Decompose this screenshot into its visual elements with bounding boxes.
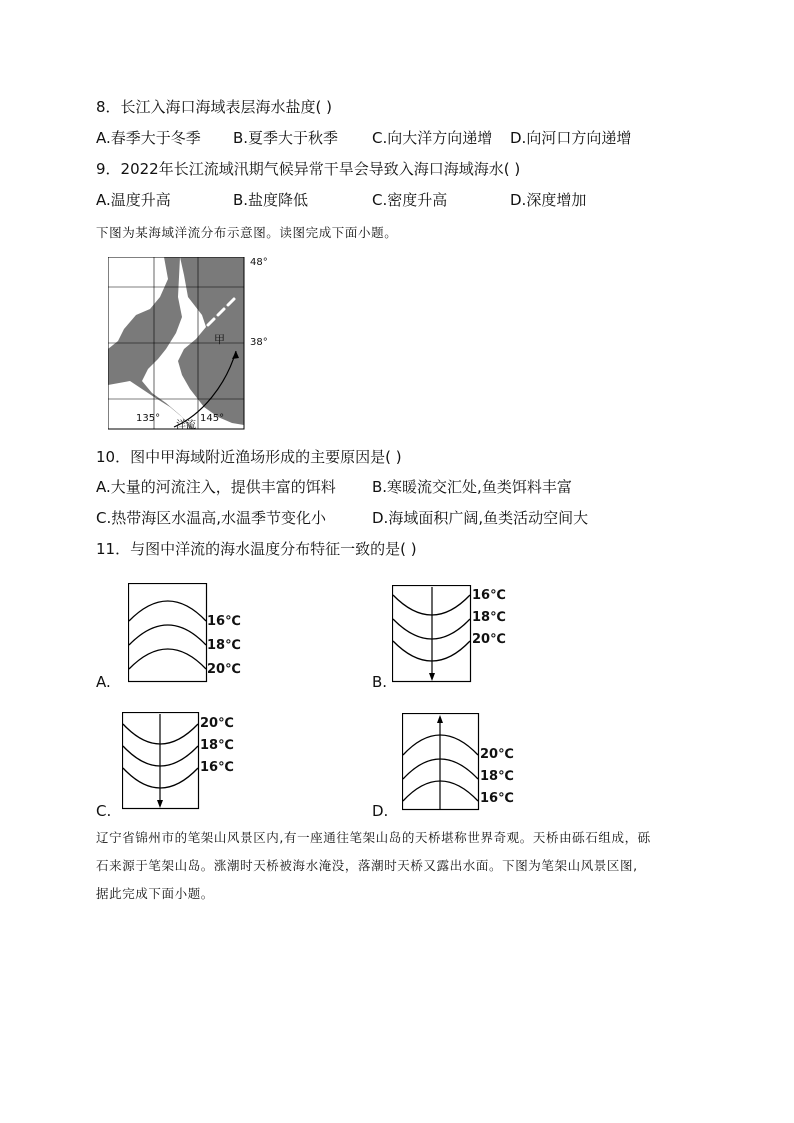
lon-135-label: 135° — [136, 413, 161, 424]
temperature-chart-c — [122, 712, 242, 812]
chart-d-temp-1: 20℃ — [480, 747, 514, 762]
q11-stem: 11．与图中洋流的海水温度分布特征一致的是( ) — [96, 540, 417, 558]
q10-option-c: C.热带海区水温高,水温季节变化小 — [96, 509, 327, 527]
q10-option-a: A.大量的河流注入，提供丰富的饵料 — [96, 478, 336, 496]
chart-b-temp-1: 16℃ — [472, 588, 506, 603]
current-label: 洋流 — [176, 420, 196, 431]
q11-option-d-label: D. — [372, 802, 389, 820]
point-jia-label: 甲 — [214, 333, 225, 346]
q8-option-b: B.夏季大于秋季 — [233, 129, 339, 147]
chart-a-temp-3: 20℃ — [207, 662, 241, 677]
q11-option-b-label: B. — [372, 673, 388, 691]
temperature-chart-d — [402, 713, 522, 813]
chart-d-temp-3: 16℃ — [480, 791, 514, 806]
lon-145-label: 145° — [200, 413, 225, 424]
q11-option-a-label: A. — [96, 673, 111, 691]
q8-option-d: D.向河口方向递增 — [510, 129, 632, 147]
q10-stem: 10．图中甲海域附近渔场形成的主要原因是( ) — [96, 448, 402, 466]
chart-d-temp-2: 18℃ — [480, 769, 514, 784]
q9-option-b: B.盐度降低 — [233, 191, 309, 209]
intro-map: 下图为某海域洋流分布示意图。读图完成下面小题。 — [96, 225, 398, 240]
q9-option-a: A.温度升高 — [96, 191, 171, 209]
q8-option-a: A.春季大于冬季 — [96, 129, 201, 147]
intro-bijia-line-2: 石来源于笔架山岛。涨潮时天桥被海水淹没，落潮时天桥又露出水面。下图为笔架山风景区图, — [96, 858, 638, 873]
lat-38-label: 38° — [250, 337, 268, 348]
q8-stem: 8．长江入海口海域表层海水盐度( ) — [96, 98, 333, 116]
q10-option-d: D.海域面积广阔,鱼类活动空间大 — [372, 509, 589, 527]
q11-option-c-label: C. — [96, 802, 112, 820]
chart-c-temp-3: 16℃ — [200, 760, 234, 775]
temperature-chart-a — [128, 583, 248, 683]
q8-option-c: C.向大洋方向递增 — [372, 129, 493, 147]
ocean-current-map — [108, 257, 278, 433]
chart-b-temp-2: 18℃ — [472, 610, 506, 625]
q9-stem: 9．2022年长江流域汛期气候异常干旱会导致入海口海域海水( ) — [96, 160, 521, 178]
q9-option-d: D.深度增加 — [510, 191, 587, 209]
intro-bijia-line-3: 据此完成下面小题。 — [96, 886, 214, 901]
chart-a-temp-1: 16℃ — [207, 614, 241, 629]
temperature-chart-b — [392, 585, 512, 685]
chart-c-temp-2: 18℃ — [200, 738, 234, 753]
chart-c-temp-1: 20℃ — [200, 716, 234, 731]
intro-bijia-line-1: 辽宁省锦州市的笔架山风景区内,有一座通往笔架山岛的天桥堪称世界奇观。天桥由砾石组成，砾 — [96, 830, 651, 845]
lat-48-label: 48° — [250, 257, 268, 268]
q9-option-c: C.密度升高 — [372, 191, 448, 209]
q10-option-b: B.寒暖流交汇处,鱼类饵料丰富 — [372, 478, 572, 496]
chart-b-temp-3: 20℃ — [472, 632, 506, 647]
chart-a-temp-2: 18℃ — [207, 638, 241, 653]
